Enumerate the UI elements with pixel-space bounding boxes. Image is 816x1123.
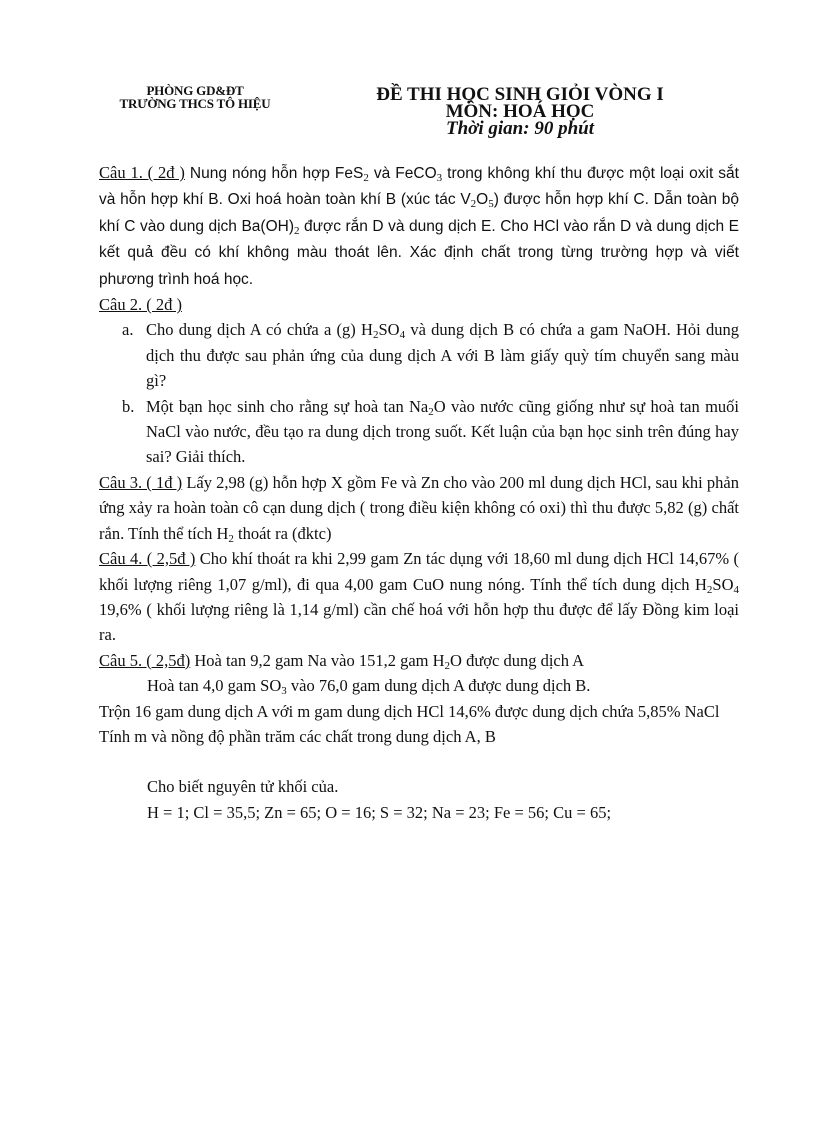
atomic-mass-title: Cho biết nguyên tử khối của. <box>147 777 339 797</box>
question-1-label: Câu 1. ( 2đ ) <box>99 163 185 182</box>
question-2a: a. Cho dung dịch A có chứa a (g) $H_2SO_4$ và dung dịch B có chứa a gam NaOH. Hỏi dung dịch thu được sau phản ứng của dung dịch A với B làm giấy quỳ tím chuyển sang màu gì? <box>122 320 740 391</box>
exam-body <box>99 160 739 825</box>
question-4-label: Câu 4. ( 2,5đ ) <box>99 549 196 569</box>
school-header <box>100 84 290 110</box>
exam-time: Thời gian: 90 phút <box>446 118 594 139</box>
exam-subject: MÔN: HOÁ HỌC <box>445 101 595 122</box>
question-1: Câu 1. ( 2đ ) Nung nóng hỗn hợp FeS$_2$ và FeCO$_3$ trong không khí thu được một loại oxit sắt và hỗn hợp khí B. Oxi hoá hoàn toàn khí B (xúc tác $V_2O_5$) được hỗn hợp khí C. Dẫn toàn bộ khí C vào dung dịch $Ba(OH)_2$ được rắn D và dung dịch E. Cho HCl vào rắn D và dung dịch E kết quả đều có khí không màu thoát lên. Xác định chất trong từng trường hợp và viết phương trình hoá học. <box>99 163 739 288</box>
question-5-label: Câu 5. ( 2,5đ) <box>99 650 191 670</box>
question-5-line-3: Trộn 16 gam dung dịch A với m gam dung dịch HCl 14,6% được dung dịch chứa 5,85% NaCl <box>99 701 720 721</box>
question-3: Câu 3. ( 1đ ) Lấy 2,98 (g) hỗn hợp X gồm Fe và Zn cho vào 200 ml dung dịch HCl, sau khi phản ứng xảy ra hoàn toàn cô cạn dung dịch ( trong điều kiện không có oxi) thì thu được 5,82 (g) chất rắn. Tính thể tích $H_2$ thoát ra (đktc) <box>99 472 739 545</box>
question-5-line-1: Câu 5. ( 2,5đ) Hoà tan 9,2 gam Na vào 151,2 gam $H_2O$ được dung dịch A <box>99 650 585 672</box>
exam-title: ĐỀ THI HỌC SINH GIỎI VÒNG I <box>376 84 664 105</box>
atomic-mass-section <box>99 774 739 825</box>
question-5-line-4: Tính m và nồng độ phần trăm các chất trong dung dịch A, B <box>99 726 496 746</box>
question-4: Câu 4. ( 2,5đ ) Cho khí thoát ra khi 2,99 gam Zn tác dụng với 18,60 ml dung dịch HCl 14,67% ( khối lượng riêng 1,07 g/ml), đi qua 4,00 gam CuO nung nóng. Tính thể tích dung dịch $H_2SO_4$ 19,6% ( khối lượng riêng là 1,14 g/ml) cần chế hoá với hỗn hợp thu được để lấy Đồng kim loại ra. <box>99 549 739 645</box>
question-3-label: Câu 3. ( 1đ ) <box>99 472 183 492</box>
question-2-items <box>99 317 739 469</box>
department-name: PHÒNG GD&ĐT <box>146 83 244 98</box>
school-name: TRƯỜNG THCS TÔ HIỆU <box>119 96 271 111</box>
atomic-mass-values: H = 1; Cl = 35,5; Zn = 65; O = 16; S = 32; Na = 23; Fe = 56; Cu = 65; <box>147 802 612 822</box>
question-2b: b. Một bạn học sinh cho rằng sự hoà $\tan Na_2O$ vào nước cũng giống như sự hoà tan muối NaCl vào nước, đều tạo ra dung dịch trong suốt. Kết luận của bạn học sinh trên đúng hay sai? Giải thích. <box>122 396 739 467</box>
exam-header <box>340 86 700 137</box>
question-5-line-2: Hoà tan 4,0 gam $SO_3$ vào 76,0 gam dung dịch A được dung dịch B. <box>147 676 591 698</box>
question-2-label: Câu 2. ( 2đ ) <box>99 295 182 315</box>
